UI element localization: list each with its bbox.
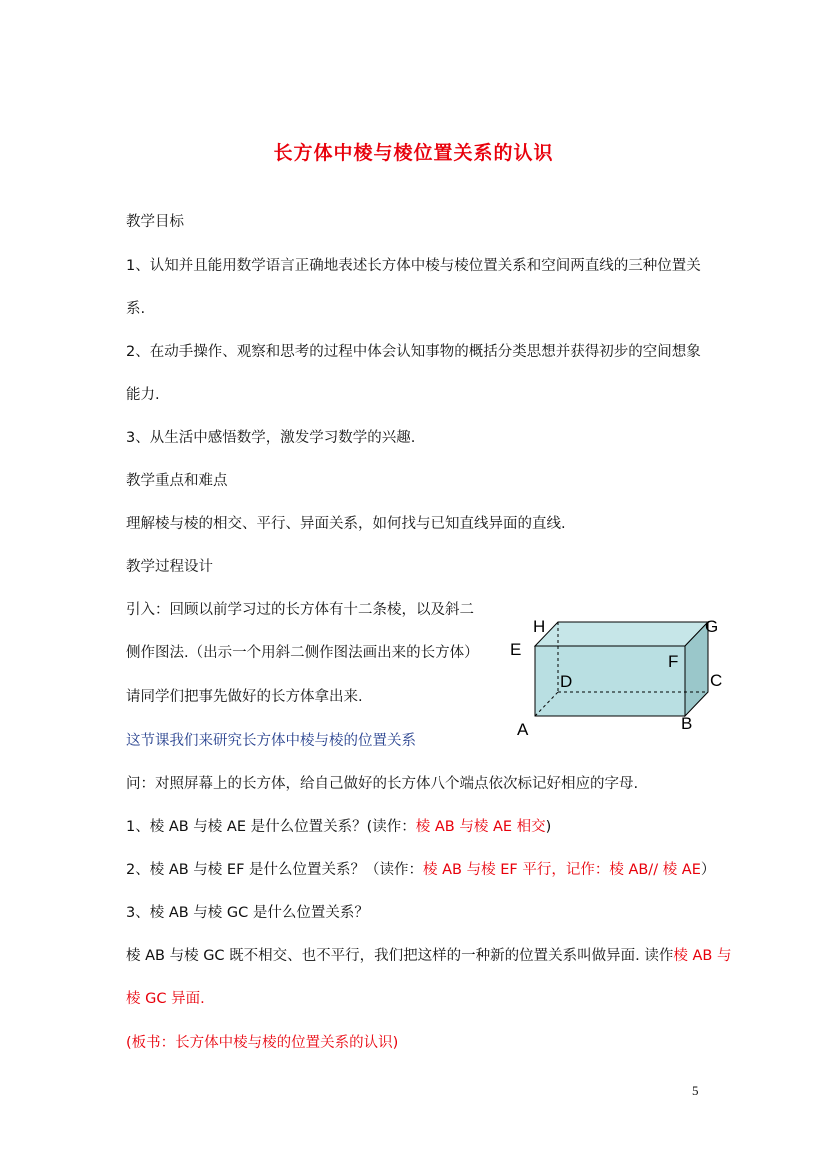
page-number: 5 [692,1083,699,1098]
vertex-label-f: F [668,652,679,671]
section-heading-goals: 教学目标 [126,214,184,230]
question-1 [126,817,551,837]
answer-3-line-1 [126,946,731,966]
question-3: 3、棱 AB 与棱 GC 是什么位置关系？ [126,905,369,921]
vertex-label-g: G [705,617,719,636]
goal-1-line-2: 系. [126,301,146,317]
cuboid-figure [505,608,735,738]
question-1-text: 1、棱 AB 与棱 AE 是什么位置关系？(读作： [126,819,416,835]
cuboid-top-face [535,622,708,646]
vertex-label-c: C [710,671,723,690]
vertex-label-d: D [560,672,573,691]
question-2 [126,860,715,880]
document-title: 长方体中棱与棱位置关系的认识 [273,142,554,164]
question-1-end: ) [545,819,552,835]
answer-3-red-1: 棱 AB 与 [673,948,732,964]
goal-3: 3、从生活中感悟数学，激发学习数学的兴趣. [126,430,416,446]
vertex-label-e: E [510,640,522,659]
cuboid-front-face [535,646,685,716]
question-intro: 问：对照屏幕上的长方体，给自己做好的长方体八个端点依次标记好相应的字母. [126,776,639,792]
vertex-label-h: H [533,617,546,636]
section-heading-process: 教学过程设计 [126,559,213,575]
question-2-answer: 棱 AB 与棱 EF 平行，记作：棱 AB// 棱 AE [423,862,701,878]
vertex-label-a: A [517,720,529,738]
goal-1-line-1: 1、认知并且能用数学语言正确地表述长方体中棱与棱位置关系和空间两直线的三种位置关 [126,258,701,274]
intro-line-1: 引入：回顾以前学习过的长方体有十二条棱，以及斜二 [126,602,474,618]
intro-line-2: 侧作图法.（出示一个用斜二侧作图法画出来的长方体） [126,645,479,661]
vertex-label-b: B [681,714,693,733]
topic-line: 这节课我们来研究长方体中棱与棱的位置关系 [126,733,416,749]
goal-2-line-1: 2、在动手操作、观察和思考的过程中体会认知事物的概括分类思想并获得初步的空间想象 [126,344,701,360]
question-1-answer: 棱 AB 与棱 AE 相交 [415,819,546,835]
answer-3-line-2: 棱 GC 异面. [126,991,205,1007]
answer-3-text: 棱 AB 与棱 GC 既不相交、也不平行，我们把这样的一种新的位置关系叫做异面. 读作 [126,948,674,964]
intro-line-3: 请同学们把事先做好的长方体拿出来. [126,689,363,705]
question-2-end: ） [700,862,716,878]
key-points-text: 理解棱与棱的相交、平行、异面关系，如何找与已知直线异面的直线. [126,516,566,532]
section-heading-key-points: 教学重点和难点 [126,473,228,489]
goal-2-line-2: 能力. [126,387,160,403]
board-note: (板书：长方体中棱与棱的位置关系的认识) [126,1035,399,1051]
question-2-text: 2、棱 AB 与棱 EF 是什么位置关系？（读作： [126,862,424,878]
